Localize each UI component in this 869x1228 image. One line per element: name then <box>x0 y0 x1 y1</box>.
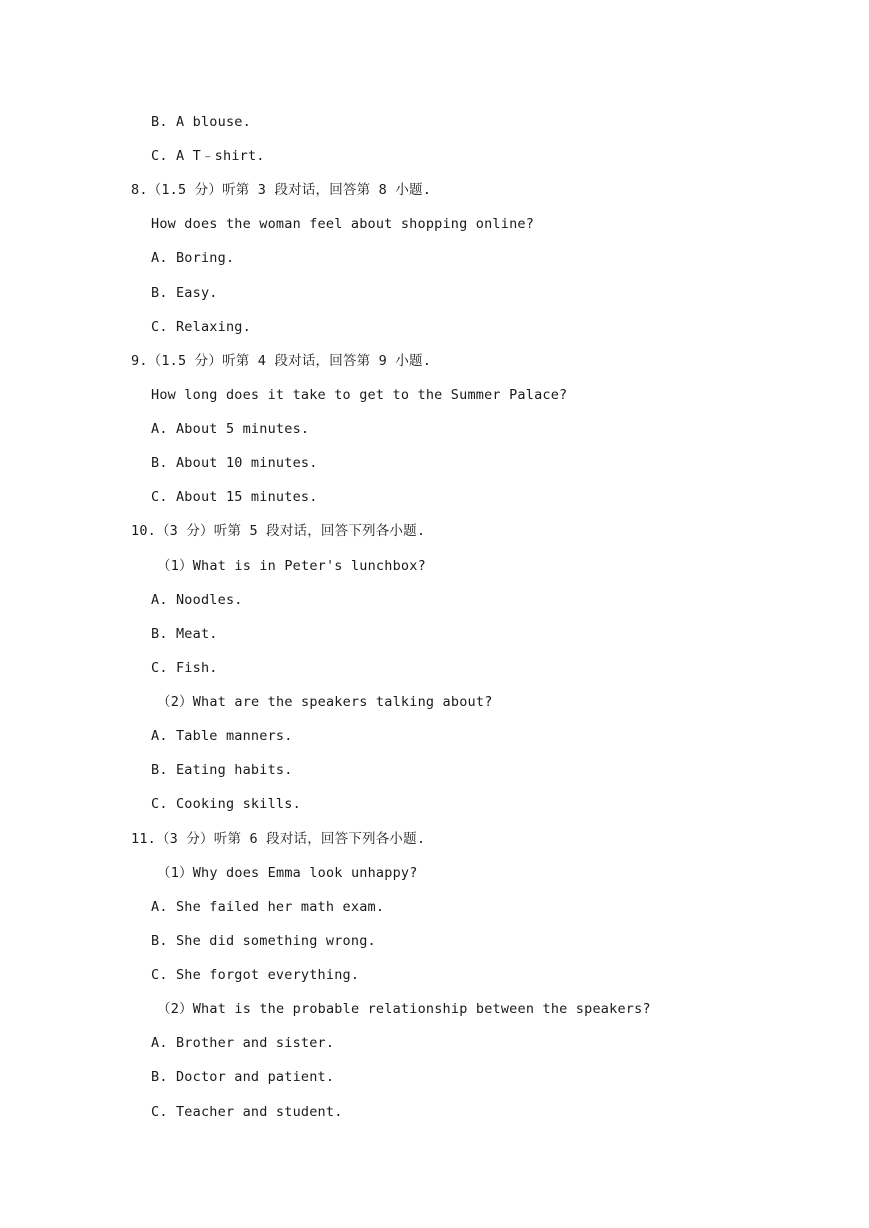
q8-heading: 8.（1.5 分）听第 3 段对话，回答第 8 小题. <box>131 182 432 198</box>
q11-heading: 11.（3 分）听第 6 段对话，回答下列各小题. <box>131 831 426 847</box>
q11-sub2-option-b: B. Doctor and patient. <box>151 1069 335 1085</box>
q11-sub1-option-b: B. She did something wrong. <box>151 933 376 949</box>
q10-sub1-option-b: B. Meat. <box>151 626 218 642</box>
q7-option-c: C. A T﹣shirt. <box>151 148 265 164</box>
q8-option-b: B. Easy. <box>151 285 218 301</box>
q11-sub1-stem: （1）Why does Emma look unhappy? <box>157 865 418 881</box>
q9-option-b: B. About 10 minutes. <box>151 455 318 471</box>
q10-sub2-option-c: C. Cooking skills. <box>151 796 301 812</box>
q11-sub2-stem: （2）What is the probable relationship between the speakers? <box>157 1001 651 1017</box>
q8-option-a: A. Boring. <box>151 250 235 266</box>
q10-sub2-option-a: A. Table manners. <box>151 728 293 744</box>
q9-heading: 9.（1.5 分）听第 4 段对话，回答第 9 小题. <box>131 353 432 369</box>
q8-stem: How does the woman feel about shopping online? <box>151 216 535 232</box>
q10-sub2-stem: （2）What are the speakers talking about? <box>157 694 493 710</box>
q11-sub1-option-c: C. She forgot everything. <box>151 967 360 983</box>
q10-sub1-option-a: A. Noodles. <box>151 592 243 608</box>
q10-sub2-option-b: B. Eating habits. <box>151 762 293 778</box>
q9-stem: How long does it take to get to the Summer Palace? <box>151 387 568 403</box>
q11-sub2-option-c: C. Teacher and student. <box>151 1104 343 1120</box>
q11-sub1-option-a: A. She failed her math exam. <box>151 899 385 915</box>
q10-sub1-option-c: C. Fish. <box>151 660 218 676</box>
q10-heading: 10.（3 分）听第 5 段对话，回答下列各小题. <box>131 523 426 539</box>
q9-option-a: A. About 5 minutes. <box>151 421 310 437</box>
q7-option-b: B. A blouse. <box>151 114 251 130</box>
q11-sub2-option-a: A. Brother and sister. <box>151 1035 335 1051</box>
q10-sub1-stem: （1）What is in Peter's lunchbox? <box>157 558 426 574</box>
q8-option-c: C. Relaxing. <box>151 319 251 335</box>
q9-option-c: C. About 15 minutes. <box>151 489 318 505</box>
